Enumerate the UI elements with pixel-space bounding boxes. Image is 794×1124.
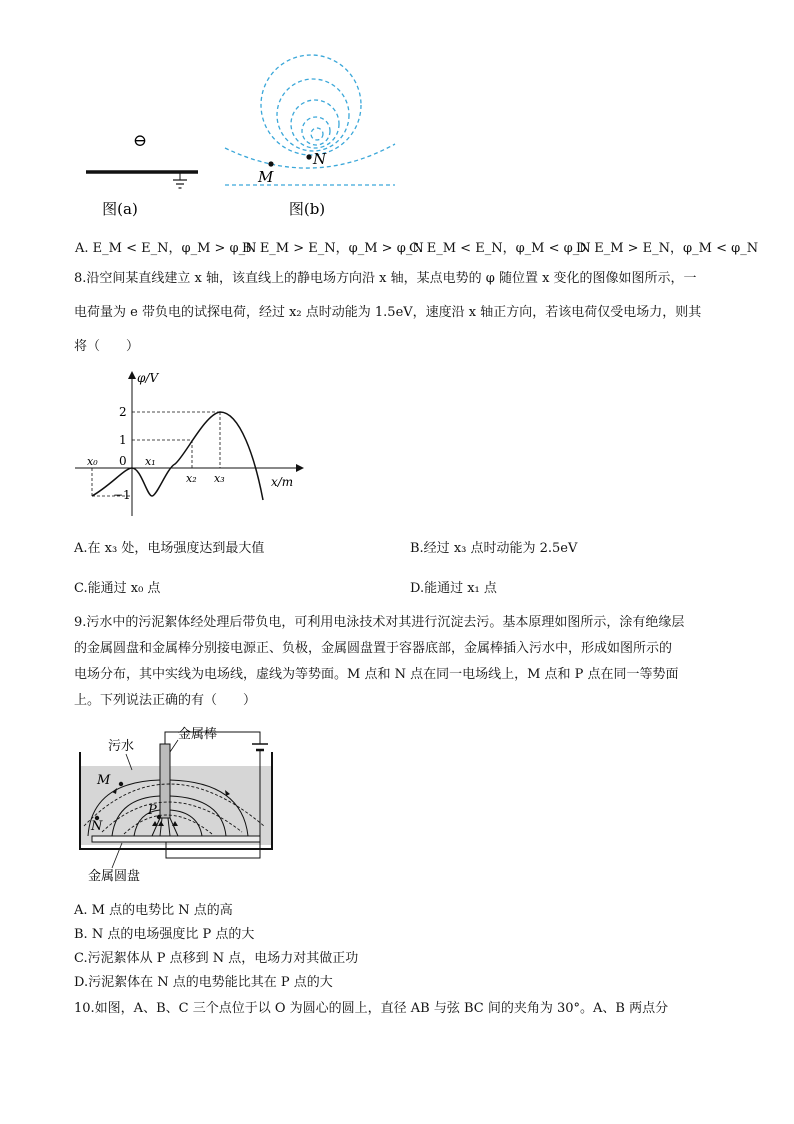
guide-lines [92, 412, 220, 496]
tick-1: 1 [119, 433, 127, 447]
equipotential-lines [225, 55, 395, 185]
label-M: M [258, 168, 274, 186]
label-N: N [91, 819, 103, 834]
phi-curve [92, 412, 263, 500]
figure-a-drawing [80, 120, 210, 220]
figure-a [80, 120, 210, 220]
q7-option-d[interactable]: D. E_M > E_N，φ_M < φ_N [576, 241, 759, 256]
phi-x-graph [75, 368, 315, 518]
q8-option-c[interactable]: C.能通过 x₀ 点 [74, 581, 161, 596]
charge-symbol: ⊖ [132, 131, 148, 151]
label-P: P [148, 803, 157, 818]
figure-b-caption: 图(b) [288, 200, 326, 218]
point-M [119, 782, 123, 786]
metal-disk [92, 836, 260, 842]
q8-option-b[interactable]: B.经过 x₃ 点时动能为 2.5eV [410, 541, 578, 556]
q8-stem-line1: 8.沿空间某直线建立 x 轴，该直线上的静电场方向沿 x 轴，某点电势的 φ 随位置 x 变化的图像如图所示，一 [74, 271, 697, 286]
q7-option-a[interactable]: A. E_M < E_N，φ_M > φ_N [75, 241, 257, 256]
point-N [306, 154, 311, 159]
q9-stem-line2: 的金属圆盘和金属棒分别接电源正、负极，金属圆盘置于容器底部，金属棒插入污水中，形成如图所示的 [74, 641, 673, 656]
label-sewage: 污水 [108, 739, 135, 754]
q9-option-b[interactable]: B. N 点的电场强度比 P 点的大 [74, 927, 255, 942]
electrophoresis-diagram [72, 722, 292, 887]
label-metal-disk: 金属圆盘 [88, 869, 141, 884]
q9-stem-line4: 上。下列说法正确的有（ ） [74, 693, 257, 708]
q10-stem-line1: 10.如图，A、B、C 三个点位于以 O 为圆心的圆上，直径 AB 与弦 BC 间的夹角为 30°。A、B 两点分 [74, 1001, 669, 1016]
q7-option-b[interactable]: B. E_M > E_N，φ_M > φ_N [242, 241, 424, 256]
label-x3: x₃ [214, 472, 225, 485]
label-x2: x₂ [186, 472, 197, 485]
label-N: N [313, 150, 327, 168]
y-axis-label: φ/V [137, 371, 159, 385]
q9-stem-line1: 9.污水中的污泥絮体经处理后带负电，可利用电泳技术对其进行沉淀去污。基本原理如图所示，涂有绝缘层 [74, 615, 685, 630]
q9-option-a[interactable]: A. M 点的电势比 N 点的高 [74, 903, 233, 918]
q8-option-d[interactable]: D.能通过 x₁ 点 [410, 581, 497, 596]
tick-neg1: −1 [113, 488, 131, 502]
q7-option-c[interactable]: C. E_M < E_N，φ_M < φ_N [409, 241, 591, 256]
label-metal-rod: 金属棒 [178, 727, 218, 742]
q9-option-c[interactable]: C.污泥絮体从 P 点移到 N 点，电场力对其做正功 [74, 951, 359, 966]
label-x0: x₀ [87, 455, 98, 468]
q9-figure [72, 722, 292, 887]
figure-a-caption: 图(a) [102, 200, 138, 218]
label-M: M [97, 773, 111, 788]
metal-rod [160, 744, 170, 818]
q9-option-d[interactable]: D.污泥絮体在 N 点的电势能比其在 P 点的大 [74, 975, 333, 990]
q8-graph [75, 368, 315, 518]
tick-2: 2 [119, 405, 127, 419]
figure-b [220, 40, 400, 220]
x-axis-label: x/m [271, 475, 294, 489]
label-x1: x₁ [145, 455, 156, 468]
q8-stem-line2: 电荷量为 e 带负电的试探电荷，经过 x₂ 点时动能为 1.5eV，速度沿 x 轴正方向，若该电荷仅受电场力，则其 [74, 305, 702, 320]
q9-stem-line3: 电场分布，其中实线为电场线，虚线为等势面。M 点和 N 点在同一电场线上，M 点和 P 点在同一等势面 [74, 667, 679, 682]
q8-stem-line3: 将（ ） [74, 339, 140, 354]
point-P [157, 815, 161, 819]
tick-0: 0 [119, 454, 127, 468]
figure-b-drawing [220, 40, 400, 220]
point-M [268, 161, 273, 166]
q8-option-a[interactable]: A.在 x₃ 处，电场强度达到最大值 [74, 541, 265, 556]
